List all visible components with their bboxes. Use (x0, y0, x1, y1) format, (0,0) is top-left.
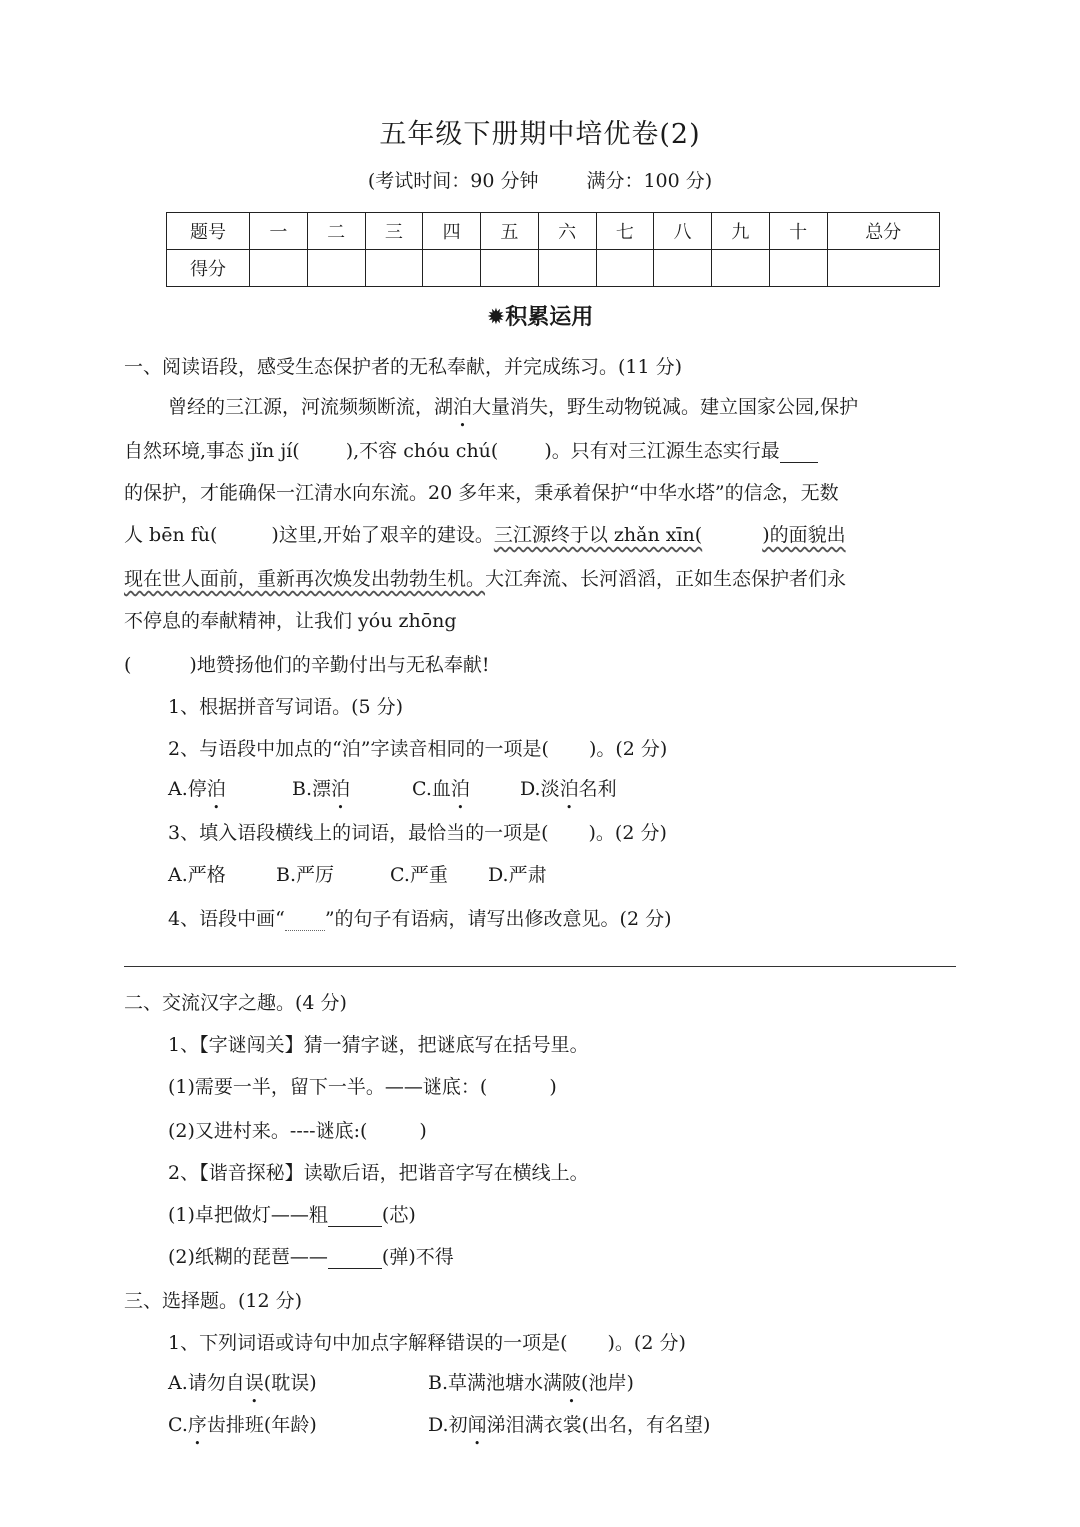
q3-option-a[interactable]: A.请勿自误(耽误) (168, 1372, 317, 1394)
blank-line[interactable] (328, 1204, 382, 1227)
passage-line: ( )地赞扬他们的辛勤付出与无私奉献! (124, 654, 490, 676)
full-score: 满分：100 分) (586, 170, 713, 192)
q3-option-c[interactable]: C.序齿排班(年龄) (168, 1414, 317, 1436)
header-cell: 七 (596, 213, 654, 250)
header-cell: 一 (250, 213, 308, 250)
score-cell[interactable] (423, 250, 481, 287)
q3-heading: 三、选择题。(12 分) (124, 1290, 303, 1312)
header-cell: 总分 (827, 213, 940, 250)
score-cell[interactable] (769, 250, 827, 287)
header-cell: 题号 (167, 213, 250, 250)
page-title: 五年级下册期中培优卷(2) (379, 119, 701, 150)
q1-sub2-options (168, 774, 617, 801)
passage-line: 现在世人面前，重新再次焕发出勃勃生机。大江奔流、长河滔滔，正如生态保护者们永 (124, 568, 847, 590)
exam-time: (考试时间：90 分钟 (367, 170, 539, 192)
q2-sub1: 1、【字谜闯关】猜一猜字谜，把谜底写在括号里。 (168, 1034, 589, 1056)
exam-info (0, 166, 1080, 193)
score-cell[interactable] (827, 250, 940, 287)
blank-line[interactable] (328, 1246, 382, 1269)
wavy-sentence: 现在世人面前，重新再次焕发出勃勃生机。 (124, 568, 486, 590)
score-cell[interactable] (538, 250, 596, 287)
option-d[interactable]: D.严肃 (488, 864, 547, 886)
option-a[interactable]: A.严格 (168, 864, 226, 886)
wavy-sentence: 三江源终于以 zhǎn xīn( )的面貌出 (493, 524, 846, 546)
score-cell[interactable] (596, 250, 654, 287)
q2-xiehouyu-2: (2)纸糊的琵琶—— (弹)不得 (168, 1246, 454, 1268)
q1-sub1: 1、根据拼音写词语。(5 分) (168, 696, 404, 718)
passage-line: 不停息的奉献精神，让我们 yóu zhōng (124, 610, 457, 632)
wavy-line-sample (285, 908, 325, 931)
q1-heading: 一、阅读语段，感受生态保护者的无私奉献，并完成练习。(11 分) (124, 356, 683, 378)
q3-sub1: 1、下列词语或诗句中加点字解释错误的一项是( )。(2 分) (168, 1332, 686, 1354)
q2-riddle-2: (2)又进村来。----谜底:( ) (168, 1120, 427, 1142)
q3-option-d[interactable]: D.初闻涕泪满衣裳(出名，有名望) (428, 1414, 711, 1436)
q2-xiehouyu-1: (1)卓把做灯——粗 (芯) (168, 1204, 416, 1226)
q1-sub2: 2、与语段中加点的“泊”字读音相同的一项是( )。(2 分) (168, 738, 668, 760)
score-cell[interactable] (712, 250, 770, 287)
q2-heading: 二、交流汉字之趣。(4 分) (124, 992, 347, 1014)
header-cell: 四 (423, 213, 481, 250)
score-cell[interactable] (481, 250, 539, 287)
answer-divider (124, 966, 956, 967)
section-heading: ✹积累运用 (486, 305, 594, 330)
option-b[interactable]: B.严厉 (276, 864, 335, 886)
score-table (166, 212, 940, 287)
score-row-label: 得分 (167, 250, 250, 287)
blank-line[interactable] (780, 440, 818, 463)
header-cell: 三 (365, 213, 423, 250)
header-cell: 五 (481, 213, 539, 250)
q3-option-b[interactable]: B.草满池塘水满陂(池岸) (428, 1372, 634, 1394)
option-b[interactable]: B.漂泊 (292, 778, 351, 800)
passage-line: 自然环境,事态 jǐn jí( ),不容 chóu chú( )。只有对三江源生态实行最 (124, 436, 818, 463)
score-table-score-row (167, 250, 940, 287)
header-cell: 六 (538, 213, 596, 250)
q1-sub3-options (168, 860, 547, 887)
header-cell: 二 (307, 213, 365, 250)
passage-line: 曾经的三江源，河流频频断流，湖泊大量消失，野生动物锐减。建立国家公园,保护 (168, 396, 859, 418)
q2-riddle-1: (1)需要一半，留下一半。——谜底：( ) (168, 1076, 557, 1098)
q1-sub4: 4、语段中画“ ”的句子有语病，请写出修改意见。(2 分) (168, 908, 672, 930)
option-d[interactable]: D.淡泊名利 (520, 778, 617, 800)
option-c[interactable]: C.严重 (390, 864, 448, 886)
q1-sub3: 3、填入语段横线上的词语，最恰当的一项是( )。(2 分) (168, 822, 667, 844)
q2-sub2: 2、【谐音探秘】读歇后语，把谐音字写在横线上。 (168, 1162, 589, 1184)
score-cell[interactable] (250, 250, 308, 287)
score-table-header-row (167, 213, 940, 250)
header-cell: 八 (654, 213, 712, 250)
header-cell: 十 (769, 213, 827, 250)
score-cell[interactable] (654, 250, 712, 287)
score-cell[interactable] (365, 250, 423, 287)
header-cell: 九 (712, 213, 770, 250)
passage-line: 的保护，才能确保一江清水向东流。20 多年来，秉承着保护“中华水塔”的信念，无数 (124, 482, 839, 504)
option-a[interactable]: A.停泊 (168, 778, 226, 800)
option-c[interactable]: C.血泊 (412, 778, 470, 800)
passage-line: 人 bēn fù( )这里,开始了艰辛的建设。三江源终于以 zhǎn xīn( )的面貌出 (124, 524, 846, 546)
score-cell[interactable] (307, 250, 365, 287)
